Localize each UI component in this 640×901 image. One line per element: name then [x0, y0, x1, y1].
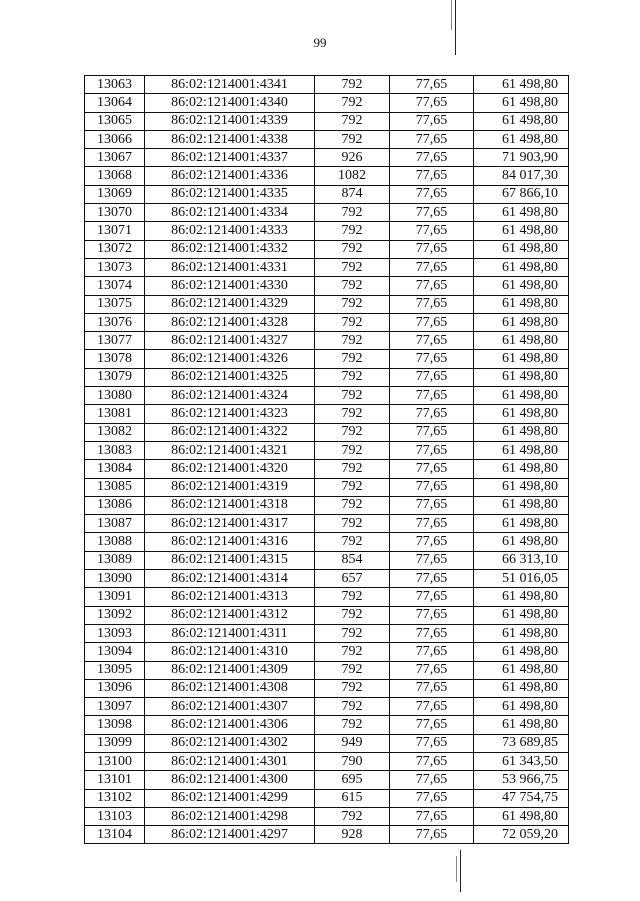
rate-value: 77,65 — [390, 222, 474, 240]
amount-value: 67 866,10 — [474, 185, 569, 203]
area-value: 926 — [315, 149, 390, 167]
table-row — [85, 588, 569, 606]
amount-value: 61 498,80 — [474, 76, 569, 94]
table-row — [85, 734, 569, 752]
cadastral-number: 86:02:1214001:4333 — [145, 222, 315, 240]
cadastral-number: 86:02:1214001:4311 — [145, 624, 315, 642]
area-value: 792 — [315, 460, 390, 478]
table-row — [85, 94, 569, 112]
table-row — [85, 771, 569, 789]
amount-value: 61 498,80 — [474, 460, 569, 478]
amount-value: 61 498,80 — [474, 313, 569, 331]
area-value: 792 — [315, 258, 390, 276]
cadastral-number: 86:02:1214001:4300 — [145, 771, 315, 789]
row-number: 13076 — [85, 313, 145, 331]
rate-value: 77,65 — [390, 112, 474, 130]
cadastral-number: 86:02:1214001:4322 — [145, 423, 315, 441]
cadastral-number: 86:02:1214001:4334 — [145, 204, 315, 222]
table-row — [85, 130, 569, 148]
amount-value: 61 498,80 — [474, 368, 569, 386]
table-row — [85, 807, 569, 825]
amount-value: 47 754,75 — [474, 789, 569, 807]
row-number: 13091 — [85, 588, 145, 606]
row-number: 13090 — [85, 570, 145, 588]
amount-value: 73 689,85 — [474, 734, 569, 752]
row-number: 13064 — [85, 94, 145, 112]
row-number: 13067 — [85, 149, 145, 167]
area-value: 792 — [315, 515, 390, 533]
amount-value: 61 498,80 — [474, 350, 569, 368]
amount-value: 61 498,80 — [474, 441, 569, 459]
area-value: 792 — [315, 76, 390, 94]
rate-value: 77,65 — [390, 332, 474, 350]
scan-mark-top-secondary — [451, 0, 452, 30]
rate-value: 77,65 — [390, 185, 474, 203]
amount-value: 61 498,80 — [474, 387, 569, 405]
rate-value: 77,65 — [390, 423, 474, 441]
area-value: 792 — [315, 313, 390, 331]
rate-value: 77,65 — [390, 167, 474, 185]
amount-value: 61 498,80 — [474, 624, 569, 642]
cadastral-number: 86:02:1214001:4330 — [145, 277, 315, 295]
table-row — [85, 679, 569, 697]
cadastral-number: 86:02:1214001:4321 — [145, 441, 315, 459]
row-number: 13082 — [85, 423, 145, 441]
rate-value: 77,65 — [390, 204, 474, 222]
rate-value: 77,65 — [390, 295, 474, 313]
cadastral-number: 86:02:1214001:4323 — [145, 405, 315, 423]
rate-value: 77,65 — [390, 588, 474, 606]
row-number: 13077 — [85, 332, 145, 350]
row-number: 13066 — [85, 130, 145, 148]
cadastral-number: 86:02:1214001:4326 — [145, 350, 315, 368]
amount-value: 61 498,80 — [474, 661, 569, 679]
row-number: 13073 — [85, 258, 145, 276]
rate-value: 77,65 — [390, 716, 474, 734]
amount-value: 61 498,80 — [474, 130, 569, 148]
area-value: 874 — [315, 185, 390, 203]
area-value: 792 — [315, 240, 390, 258]
rate-value: 77,65 — [390, 826, 474, 844]
area-value: 1082 — [315, 167, 390, 185]
cadastral-number: 86:02:1214001:4324 — [145, 387, 315, 405]
table-row — [85, 185, 569, 203]
row-number: 13100 — [85, 752, 145, 770]
area-value: 695 — [315, 771, 390, 789]
row-number: 13086 — [85, 496, 145, 514]
row-number: 13063 — [85, 76, 145, 94]
amount-value: 61 498,80 — [474, 679, 569, 697]
table-row — [85, 624, 569, 642]
cadastral-number: 86:02:1214001:4314 — [145, 570, 315, 588]
area-value: 615 — [315, 789, 390, 807]
rate-value: 77,65 — [390, 734, 474, 752]
amount-value: 72 059,20 — [474, 826, 569, 844]
table-row — [85, 204, 569, 222]
rate-value: 77,65 — [390, 661, 474, 679]
area-value: 792 — [315, 496, 390, 514]
cadastral-number: 86:02:1214001:4318 — [145, 496, 315, 514]
amount-value: 61 343,50 — [474, 752, 569, 770]
rate-value: 77,65 — [390, 789, 474, 807]
rate-value: 77,65 — [390, 387, 474, 405]
table-row — [85, 368, 569, 386]
cadastral-number: 86:02:1214001:4338 — [145, 130, 315, 148]
table-row — [85, 515, 569, 533]
amount-value: 61 498,80 — [474, 277, 569, 295]
cadastral-number: 86:02:1214001:4299 — [145, 789, 315, 807]
area-value: 792 — [315, 441, 390, 459]
cadastral-number: 86:02:1214001:4319 — [145, 478, 315, 496]
row-number: 13068 — [85, 167, 145, 185]
row-number: 13080 — [85, 387, 145, 405]
rate-value: 77,65 — [390, 277, 474, 295]
table-row — [85, 533, 569, 551]
amount-value: 61 498,80 — [474, 588, 569, 606]
row-number: 13069 — [85, 185, 145, 203]
rate-value: 77,65 — [390, 76, 474, 94]
rate-value: 77,65 — [390, 570, 474, 588]
rate-value: 77,65 — [390, 533, 474, 551]
rate-value: 77,65 — [390, 149, 474, 167]
amount-value: 61 498,80 — [474, 807, 569, 825]
rate-value: 77,65 — [390, 240, 474, 258]
table-row — [85, 313, 569, 331]
row-number: 13092 — [85, 606, 145, 624]
rate-value: 77,65 — [390, 460, 474, 478]
cadastral-number: 86:02:1214001:4339 — [145, 112, 315, 130]
amount-value: 61 498,80 — [474, 716, 569, 734]
area-value: 792 — [315, 606, 390, 624]
table-row — [85, 441, 569, 459]
cadastral-number: 86:02:1214001:4315 — [145, 551, 315, 569]
row-number: 13102 — [85, 789, 145, 807]
area-value: 792 — [315, 332, 390, 350]
area-value: 792 — [315, 368, 390, 386]
area-value: 657 — [315, 570, 390, 588]
cadastral-number: 86:02:1214001:4327 — [145, 332, 315, 350]
amount-value: 51 016,05 — [474, 570, 569, 588]
row-number: 13098 — [85, 716, 145, 734]
row-number: 13071 — [85, 222, 145, 240]
rate-value: 77,65 — [390, 807, 474, 825]
page-number: 99 — [313, 35, 327, 50]
cadastral-number: 86:02:1214001:4301 — [145, 752, 315, 770]
rate-value: 77,65 — [390, 496, 474, 514]
table-row — [85, 789, 569, 807]
table-row — [85, 606, 569, 624]
amount-value: 61 498,80 — [474, 643, 569, 661]
table-row — [85, 350, 569, 368]
amount-value: 61 498,80 — [474, 332, 569, 350]
cadastral-number: 86:02:1214001:4310 — [145, 643, 315, 661]
table-row — [85, 76, 569, 94]
rate-value: 77,65 — [390, 551, 474, 569]
cadastral-number: 86:02:1214001:4308 — [145, 679, 315, 697]
table-row — [85, 643, 569, 661]
amount-value: 61 498,80 — [474, 533, 569, 551]
area-value: 792 — [315, 588, 390, 606]
cadastral-number: 86:02:1214001:4302 — [145, 734, 315, 752]
table-row — [85, 423, 569, 441]
rate-value: 77,65 — [390, 313, 474, 331]
area-value: 790 — [315, 752, 390, 770]
table-row — [85, 167, 569, 185]
area-value: 792 — [315, 533, 390, 551]
area-value: 792 — [315, 204, 390, 222]
area-value: 792 — [315, 478, 390, 496]
table-row — [85, 240, 569, 258]
rate-value: 77,65 — [390, 441, 474, 459]
row-number: 13089 — [85, 551, 145, 569]
rate-value: 77,65 — [390, 130, 474, 148]
cadastral-number: 86:02:1214001:4307 — [145, 698, 315, 716]
rate-value: 77,65 — [390, 643, 474, 661]
cadastral-number: 86:02:1214001:4331 — [145, 258, 315, 276]
amount-value: 71 903,90 — [474, 149, 569, 167]
rate-value: 77,65 — [390, 679, 474, 697]
amount-value: 61 498,80 — [474, 204, 569, 222]
area-value: 792 — [315, 350, 390, 368]
amount-value: 61 498,80 — [474, 295, 569, 313]
amount-value: 61 498,80 — [474, 478, 569, 496]
table-row — [85, 570, 569, 588]
cadastral-number: 86:02:1214001:4336 — [145, 167, 315, 185]
row-number: 13094 — [85, 643, 145, 661]
table-row — [85, 112, 569, 130]
amount-value: 61 498,80 — [474, 94, 569, 112]
area-value: 792 — [315, 624, 390, 642]
row-number: 13088 — [85, 533, 145, 551]
area-value: 792 — [315, 679, 390, 697]
land-plot-table — [84, 75, 569, 844]
amount-value: 53 966,75 — [474, 771, 569, 789]
row-number: 13095 — [85, 661, 145, 679]
amount-value: 61 498,80 — [474, 496, 569, 514]
row-number: 13099 — [85, 734, 145, 752]
row-number: 13074 — [85, 277, 145, 295]
amount-value: 61 498,80 — [474, 698, 569, 716]
row-number: 13093 — [85, 624, 145, 642]
rate-value: 77,65 — [390, 771, 474, 789]
area-value: 792 — [315, 130, 390, 148]
amount-value: 66 313,10 — [474, 551, 569, 569]
cadastral-number: 86:02:1214001:4335 — [145, 185, 315, 203]
cadastral-number: 86:02:1214001:4325 — [145, 368, 315, 386]
cadastral-number: 86:02:1214001:4329 — [145, 295, 315, 313]
row-number: 13075 — [85, 295, 145, 313]
cadastral-number: 86:02:1214001:4309 — [145, 661, 315, 679]
cadastral-number: 86:02:1214001:4298 — [145, 807, 315, 825]
row-number: 13072 — [85, 240, 145, 258]
row-number: 13083 — [85, 441, 145, 459]
area-value: 949 — [315, 734, 390, 752]
area-value: 854 — [315, 551, 390, 569]
cadastral-number: 86:02:1214001:4320 — [145, 460, 315, 478]
table-row — [85, 661, 569, 679]
amount-value: 84 017,30 — [474, 167, 569, 185]
amount-value: 61 498,80 — [474, 222, 569, 240]
row-number: 13103 — [85, 807, 145, 825]
amount-value: 61 498,80 — [474, 423, 569, 441]
cadastral-number: 86:02:1214001:4297 — [145, 826, 315, 844]
rate-value: 77,65 — [390, 698, 474, 716]
row-number: 13065 — [85, 112, 145, 130]
table-row — [85, 387, 569, 405]
cadastral-number: 86:02:1214001:4340 — [145, 94, 315, 112]
rate-value: 77,65 — [390, 515, 474, 533]
area-value: 792 — [315, 643, 390, 661]
table-row — [85, 332, 569, 350]
scan-mark-bottom-secondary — [456, 856, 457, 882]
area-value: 792 — [315, 423, 390, 441]
amount-value: 61 498,80 — [474, 515, 569, 533]
amount-value: 61 498,80 — [474, 405, 569, 423]
rate-value: 77,65 — [390, 606, 474, 624]
area-value: 792 — [315, 94, 390, 112]
area-value: 792 — [315, 716, 390, 734]
table-row — [85, 460, 569, 478]
rate-value: 77,65 — [390, 368, 474, 386]
row-number: 13081 — [85, 405, 145, 423]
amount-value: 61 498,80 — [474, 258, 569, 276]
cadastral-number: 86:02:1214001:4332 — [145, 240, 315, 258]
rate-value: 77,65 — [390, 752, 474, 770]
table-row — [85, 277, 569, 295]
area-value: 792 — [315, 277, 390, 295]
area-value: 792 — [315, 112, 390, 130]
row-number: 13096 — [85, 679, 145, 697]
cadastral-number: 86:02:1214001:4312 — [145, 606, 315, 624]
area-value: 792 — [315, 405, 390, 423]
rate-value: 77,65 — [390, 405, 474, 423]
table-row — [85, 405, 569, 423]
row-number: 13097 — [85, 698, 145, 716]
table-row — [85, 551, 569, 569]
table-row — [85, 295, 569, 313]
rate-value: 77,65 — [390, 624, 474, 642]
row-number: 13078 — [85, 350, 145, 368]
area-value: 792 — [315, 661, 390, 679]
table-row — [85, 716, 569, 734]
area-value: 792 — [315, 698, 390, 716]
cadastral-number: 86:02:1214001:4337 — [145, 149, 315, 167]
table-row — [85, 478, 569, 496]
table-row — [85, 752, 569, 770]
amount-value: 61 498,80 — [474, 240, 569, 258]
scan-mark-top — [455, 0, 456, 55]
amount-value: 61 498,80 — [474, 112, 569, 130]
row-number: 13101 — [85, 771, 145, 789]
area-value: 792 — [315, 222, 390, 240]
table-row — [85, 258, 569, 276]
cadastral-number: 86:02:1214001:4328 — [145, 313, 315, 331]
rate-value: 77,65 — [390, 478, 474, 496]
table-row — [85, 222, 569, 240]
row-number: 13087 — [85, 515, 145, 533]
cadastral-number: 86:02:1214001:4317 — [145, 515, 315, 533]
table-row — [85, 698, 569, 716]
scan-mark-bottom — [460, 850, 461, 892]
area-value: 792 — [315, 387, 390, 405]
area-value: 792 — [315, 295, 390, 313]
table-row — [85, 826, 569, 844]
row-number: 13079 — [85, 368, 145, 386]
cadastral-number: 86:02:1214001:4306 — [145, 716, 315, 734]
area-value: 792 — [315, 807, 390, 825]
row-number: 13084 — [85, 460, 145, 478]
rate-value: 77,65 — [390, 350, 474, 368]
amount-value: 61 498,80 — [474, 606, 569, 624]
row-number: 13070 — [85, 204, 145, 222]
rate-value: 77,65 — [390, 94, 474, 112]
cadastral-number: 86:02:1214001:4341 — [145, 76, 315, 94]
rate-value: 77,65 — [390, 258, 474, 276]
row-number: 13104 — [85, 826, 145, 844]
cadastral-number: 86:02:1214001:4313 — [145, 588, 315, 606]
cadastral-number: 86:02:1214001:4316 — [145, 533, 315, 551]
table-row — [85, 496, 569, 514]
row-number: 13085 — [85, 478, 145, 496]
area-value: 928 — [315, 826, 390, 844]
table-row — [85, 149, 569, 167]
